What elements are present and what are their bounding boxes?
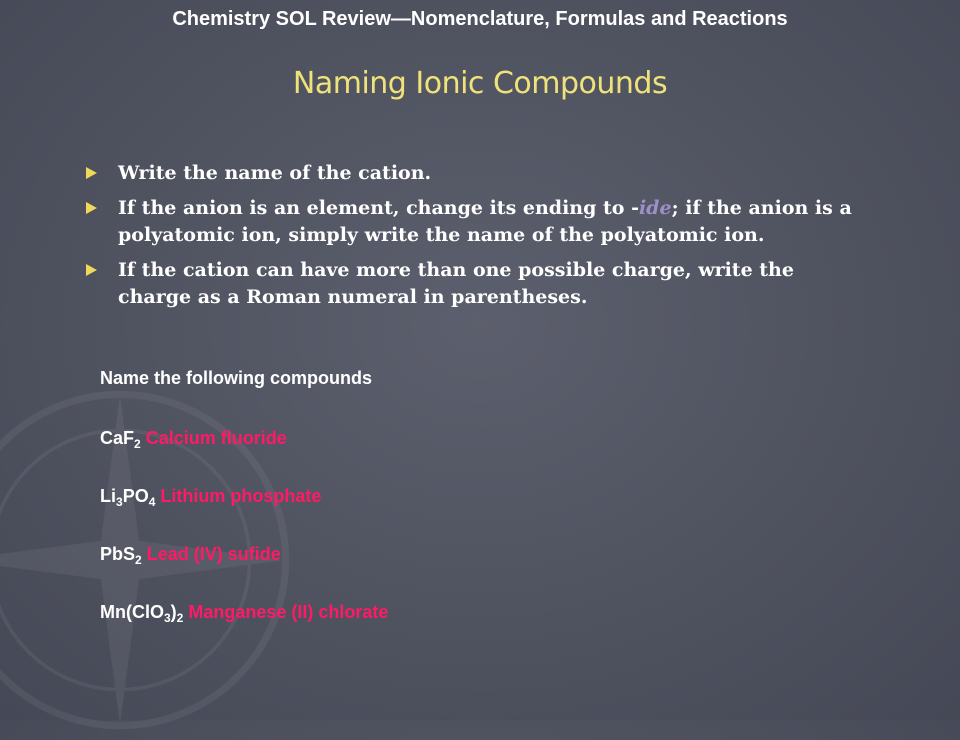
formula [100,544,142,567]
exercise-prompt: Name the following compounds [100,368,373,388]
formula [100,486,156,509]
ide-suffix: ide [638,197,672,219]
rule-item [86,257,856,311]
formula-subscript: 2 [134,437,141,451]
formula-subscript: 2 [135,553,142,567]
formula [100,428,141,451]
slide-title: Naming Ionic Compounds [292,66,668,101]
compound-row [100,601,388,659]
formula-subscript: 4 [148,495,156,509]
formula-subscript: 3 [116,495,123,509]
formula-part: Mn(ClO [100,602,164,622]
compound-name-answer: Manganese (II) chlorate [188,602,389,622]
slide-header: Chemistry SOL Review—Nomenclature, Formulas and Reactions [172,8,788,30]
formula-part: ) [170,602,177,622]
formula-subscript: 3 [163,611,171,625]
triangle-bullet-icon [86,167,97,179]
formula [100,602,184,625]
compound-name-answer: Calcium fluoride [145,428,287,448]
formula-part: CaF [100,428,135,448]
rule-text: Write the name of the cation. [118,162,432,184]
compound-row [100,485,388,543]
compound-row [100,427,388,485]
triangle-bullet-icon [86,202,97,214]
formula-part: PO [122,486,149,506]
compound-name-answer: Lead (IV) sufide [146,544,281,564]
rule-text: If the anion is an element, change its ending to - [118,197,639,219]
formula-part: PbS [100,544,136,564]
compound-name-answer: Lithium phosphate [160,486,322,506]
compound-row [100,543,388,601]
exercise-block [100,368,388,659]
rule-item [86,160,856,187]
rule-item [86,195,856,249]
rules-list [86,160,856,319]
triangle-bullet-icon [86,264,97,276]
rule-text: If the cation can have more than one possible charge, write the charge as a Roman numeral in parentheses. [118,259,794,308]
formula-part: Li [100,486,116,506]
rule-text: ; if the anion is a polyatomic ion, simply write the name of the polyatomic ion. [118,197,852,246]
formula-subscript: 2 [176,611,184,625]
